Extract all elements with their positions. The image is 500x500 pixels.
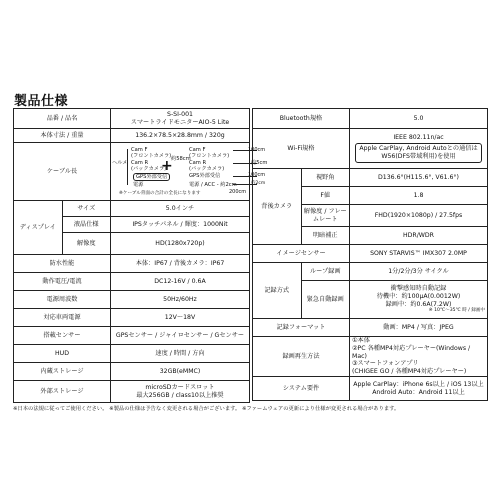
fps-label: 解像度 / フレームレート xyxy=(301,205,350,227)
voltage-label: 対応車両電源 xyxy=(14,309,111,327)
fps-value: FHD(1920×1080p) / 27.5fps xyxy=(350,205,488,227)
emerg-value-2: 待機中：約100μA(0.0012W) xyxy=(376,292,461,300)
hdr-label: 明暗補正 xyxy=(301,227,350,245)
image-sensor-label: イメージセンサー xyxy=(253,245,350,263)
ext-value xyxy=(111,381,250,403)
storage-label: 内蔵ストレージ xyxy=(14,363,111,381)
lcd-label: 液晶仕様 xyxy=(62,217,111,233)
wifi-value-2: Apple CarPlay, Android Autoとの通信は xyxy=(359,145,478,153)
water-value: 本体：IP67 / 背後カメラ：IP67 xyxy=(111,255,250,273)
rec-label: 記録方式 xyxy=(253,263,302,319)
table-row xyxy=(253,245,488,263)
wifi-value-1: IEEE 802.11n/ac xyxy=(393,134,444,142)
sys-value xyxy=(350,377,488,401)
play-value-1: ①本体 xyxy=(352,337,370,345)
emerg-value-1: 衝撃感知時自動記録 xyxy=(390,285,447,292)
table-row xyxy=(253,129,488,169)
wifi-note-box xyxy=(355,143,481,163)
wifi-value xyxy=(350,129,488,169)
table-row xyxy=(14,381,250,403)
play-label: 録画再生方法 xyxy=(253,337,350,377)
cable-diagram-inner xyxy=(111,146,268,198)
ext-value-1: microSDカードスロット xyxy=(145,383,215,391)
play-value-3: ③スマートフォンアプリ xyxy=(352,360,419,368)
cable-len-1: 約58cm xyxy=(171,155,191,162)
size-value: 5.0インチ xyxy=(111,201,250,217)
cable-power-2: 電源 / ACC - 約2cm xyxy=(189,181,237,188)
table-row xyxy=(253,263,488,281)
freq-value: 50Hz/60Hz xyxy=(111,291,250,309)
cable-cam-r-2-sub: (バックカメラ) xyxy=(189,165,225,172)
res-value: HD(1280x720p) xyxy=(111,233,250,255)
wifi-label: Wi-Fi規格 xyxy=(253,129,350,169)
page-title: 製品仕様 xyxy=(14,94,69,109)
table-row xyxy=(14,363,250,381)
plus-icon: + xyxy=(161,157,173,174)
cable-note: ※ケーブル背面の合計の全長になります xyxy=(119,190,201,196)
display-label: ディスプレイ xyxy=(14,201,63,255)
product-code: S-SI-001 xyxy=(167,110,193,118)
play-value-4: (CHIGEE GO / 各種MP4対応プレーヤー) xyxy=(352,368,467,376)
hud-value: 速度 / 時間 / 方向 xyxy=(111,345,250,363)
product-value xyxy=(111,109,250,129)
product-name: スマートライドモニターAIO-5 Lite xyxy=(130,118,230,126)
table-row xyxy=(14,327,250,345)
f-label: F値 xyxy=(301,187,350,205)
bt-label: Bluetooth規格 xyxy=(253,109,350,129)
table-row xyxy=(14,109,250,129)
footnote: ※日本の法規に従ってご使用ください。 ※製品の仕様は予告なく変更される場合がございます。 ※ファームウェアの更新により仕様が変更される場合があります。 xyxy=(13,406,400,412)
bt-value: 5.0 xyxy=(350,109,488,129)
size-label: サイズ xyxy=(62,201,111,217)
table-row xyxy=(14,129,250,143)
table-row xyxy=(14,201,250,217)
dims-value: 136.2×78.5×28.8mm / 320g xyxy=(111,129,250,143)
cable-len-gps: 100cm xyxy=(248,171,266,178)
spec-table-right xyxy=(252,108,488,401)
wifi-value-3: W56(DFS帯域利用)を使用 xyxy=(381,152,456,160)
cable-cam-f-2: Cam F xyxy=(189,146,206,153)
table-row xyxy=(253,109,488,129)
storage-value: 32GB(eMMC) xyxy=(111,363,250,381)
ext-value-2: 最大256GB / class10以上推奨 xyxy=(136,391,224,399)
table-row xyxy=(253,377,488,401)
table-row xyxy=(14,309,250,327)
f-value: 1.8 xyxy=(350,187,488,205)
table-row xyxy=(253,319,488,337)
cable-cam-f-2-sub: (フロントカメラ) xyxy=(189,152,230,159)
image-sensor-value: SONY STARVIS™ IMX307 2.0MP xyxy=(350,245,488,263)
cable-cam-f-1-sub: (フロントカメラ) xyxy=(131,152,172,159)
cable-len-pw: 約2cm xyxy=(251,180,266,186)
water-label: 防水性能 xyxy=(14,255,111,273)
table-row xyxy=(14,143,250,201)
power-label: 動作電圧/電流 xyxy=(14,273,111,291)
cable-cam-f-1: Cam F xyxy=(131,146,148,153)
ext-label: 外部ストレージ xyxy=(14,381,111,403)
cable-label: ケーブル長 xyxy=(14,143,111,201)
cable-len-f: 100cm xyxy=(248,146,266,153)
cable-len-r: 約5cm xyxy=(251,159,268,166)
table-row xyxy=(14,345,250,363)
play-value xyxy=(350,337,488,377)
format-value: 動画：MP4 / 写真：JPEG xyxy=(350,319,488,337)
cable-gps-2: GPS外部受信 xyxy=(189,172,221,179)
table-row xyxy=(14,291,250,309)
emerg-value xyxy=(350,281,488,319)
cable-cam-r-2: Cam R xyxy=(189,159,207,166)
freq-label: 電源周波数 xyxy=(14,291,111,309)
loop-label: ループ録画 xyxy=(301,263,350,281)
cable-cam-r-1: Cam R xyxy=(131,159,149,166)
sys-value-2: Android Auto：Android 11以上 xyxy=(372,388,465,396)
cable-gps-1: GPS外部受信 xyxy=(133,173,170,182)
sys-label: システム要件 xyxy=(253,377,350,401)
res-label: 解像度 xyxy=(62,233,111,255)
cable-cam-r-1-sub: (バックカメラ) xyxy=(131,165,167,172)
hud-label: HUD xyxy=(14,345,111,363)
power-value: DC12-16V / 0.6A xyxy=(111,273,250,291)
table-row xyxy=(14,273,250,291)
voltage-value: 12V〜18V xyxy=(111,309,250,327)
cable-power-1: 電源 xyxy=(133,181,144,188)
hdr-value: HDR/WDR xyxy=(350,227,488,245)
cam-label: 背後カメラ xyxy=(253,169,302,245)
play-value-2: ②PC 各種MP4対応プレーヤー(Windows / Mac) xyxy=(352,344,471,360)
lcd-value: IPSタッチパネル / 輝度：1000Nit xyxy=(111,217,250,233)
emerg-value-3: 録画中：約0.6A(7.2W) xyxy=(385,300,452,308)
sensor-label: 搭載センサー xyxy=(14,327,111,345)
fov-value: D136.6°(H115.6°, V61.6°) xyxy=(350,169,488,187)
cable-prefix: ヘルメ xyxy=(112,159,128,166)
format-label: 記録フォーマット xyxy=(253,319,350,337)
table-row xyxy=(253,169,488,187)
spec-table-left xyxy=(13,108,268,403)
emerg-value-4: ※ 10℃〜35℃ 時 / 録画中 xyxy=(428,308,485,314)
sys-value-1: Apple CarPlay：iPhone 6s以上 / iOS 13以上 xyxy=(353,380,484,388)
fov-label: 視野角 xyxy=(301,169,350,187)
table-row xyxy=(14,255,250,273)
cable-len-extra: 200cm xyxy=(229,188,247,195)
sensor-value: GPSセンサー / ジャイロセンサー / Gセンサー xyxy=(111,327,250,345)
table-row xyxy=(253,337,488,377)
emerg-label: 緊急自動録画 xyxy=(301,281,350,319)
cable-diagram xyxy=(111,143,268,201)
loop-value: 1分/2分/3分 サイクル xyxy=(350,263,488,281)
product-label: 品番 / 品名 xyxy=(14,109,111,129)
dims-label: 本体寸法 / 重量 xyxy=(14,129,111,143)
